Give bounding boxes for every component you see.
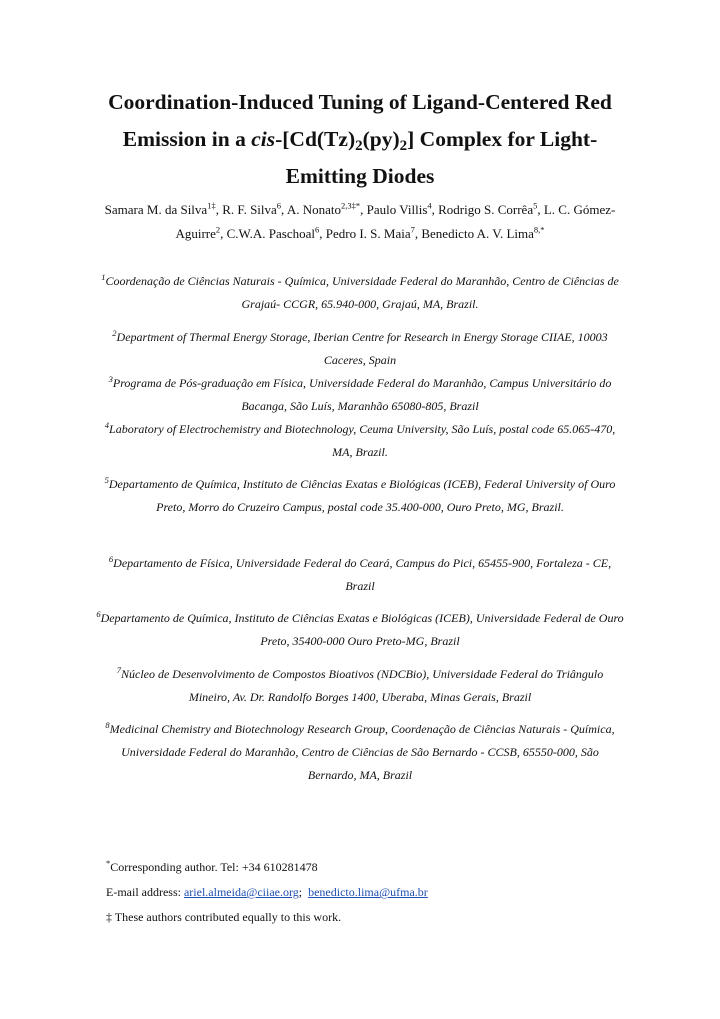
author-name: Pedro I. S. Maia	[325, 226, 411, 241]
title-part-2: -[Cd(Tz)	[275, 127, 356, 151]
affiliation-number: 4	[104, 420, 110, 430]
affiliation-number: 6	[96, 609, 101, 619]
affiliation-number: 3	[108, 374, 113, 384]
paper-title	[90, 84, 630, 195]
affiliation-text: Programa de Pós-graduação em Física, Universidade Federal do Maranhão, Campus Universitário do Bacanga, São Luís, Maranhão 65080-805, Brazil	[112, 376, 612, 413]
email-label: E-mail address:	[106, 885, 184, 899]
author: L. C. Gómez-Aguirre$^2$,	[175, 202, 616, 241]
author: C.W.A. Paschoal$^6$,	[226, 224, 326, 241]
author-affiliation-mark: 1‡	[207, 200, 216, 211]
affiliation	[96, 663, 624, 709]
author: Paulo Villis$^4$,	[366, 200, 439, 217]
author-affiliation-mark: 7	[410, 224, 415, 235]
author-affiliation-mark: 2	[215, 224, 221, 235]
affiliation-text: Department of Thermal Energy Storage, Iberian Centre for Research in Energy Storage CIIAE, 10003 Caceres, Spain	[116, 330, 608, 367]
author-affiliation-mark: 8,*	[533, 224, 545, 235]
author-name: Rodrigo S. Corrêa	[438, 202, 534, 217]
email-link-ariel[interactable]: ariel.almeida@ciiae.org	[183, 885, 299, 899]
author-name: R. F. Silva	[222, 202, 277, 217]
title-subscript-1: 2	[355, 138, 363, 154]
email-separator: ;	[298, 885, 309, 899]
affiliation-number: 7	[116, 665, 121, 675]
affiliation-text: Departamento de Química, Instituto de Ciências Exatas e Biológicas (ICEB), Universidade Federal de Ouro Preto, 35400-000 Ouro Preto-MG, Brazil	[100, 611, 624, 648]
affiliation	[96, 372, 624, 418]
author-affiliation-mark: 2,3‡*	[341, 200, 361, 211]
author-affiliation-mark: 5	[533, 200, 538, 211]
affiliation-number: 2	[112, 328, 117, 338]
author: Rodrigo S. Corrêa$^5$,	[438, 200, 544, 217]
author: R. F. Silva$^6$,	[222, 200, 287, 217]
affiliation	[96, 552, 624, 598]
affiliation	[96, 607, 624, 653]
title-part-1: Coordination-Induced Tuning of Ligand-Centered Red Emission in a	[108, 90, 612, 151]
affiliation-number: 6	[108, 554, 114, 564]
affiliation-text: Coordenação de Ciências Naturais - Química, Universidade Federal do Maranhão, Centro de Ciências de Grajaú- CCGR, 65.940-000, Grajaú, MA, Brazil.	[105, 274, 619, 311]
affiliation-text: Departamento de Química, Instituto de Ciências Exatas e Biológicas (ICEB), Federal University of Ouro Preto, Morro do Cruzeiro Campus, postal code 35.400-000, Ouro Preto, MG, Brazil.	[108, 477, 616, 514]
title-cis: cis	[251, 127, 276, 151]
author-name: L. C. Gómez-Aguirre	[175, 202, 616, 241]
author-name: Samara M. da Silva	[104, 202, 208, 217]
author: A. Nonato$^{2,3\ddagger*}$,	[286, 200, 367, 217]
author-name: Benedicto A. V. Lima	[421, 226, 534, 241]
author-affiliation-mark: 6	[315, 224, 320, 235]
affiliation	[96, 473, 624, 519]
email-line	[106, 883, 626, 901]
affiliation-number: 8	[105, 720, 110, 730]
affiliation-text: Laboratory of Electrochemistry and Biotechnology, Ceuma University, São Luís, postal code 65.065-470, MA, Brazil.	[109, 422, 616, 459]
author-name: Paulo Villis	[366, 202, 428, 217]
author-name: C.W.A. Paschoal	[226, 226, 315, 241]
affiliation	[96, 326, 624, 372]
corresponding-text: Corresponding author. Tel: +34 610281478	[110, 860, 318, 874]
equal-contribution-note: ‡ These authors contributed equally to this work.	[106, 910, 342, 924]
author-affiliation-mark: 4	[427, 200, 432, 211]
author-list	[96, 198, 624, 246]
affiliation	[96, 270, 624, 316]
author-affiliation-mark: 6	[276, 200, 282, 211]
affiliation	[96, 418, 624, 464]
author	[421, 226, 544, 241]
affiliation-number: 1	[101, 272, 106, 282]
title-part-3: (py)	[362, 127, 400, 151]
author-name: A. Nonato	[286, 202, 342, 217]
title-part-4: ] Complex for Light-Emitting Diodes	[285, 127, 598, 188]
affiliation	[96, 718, 624, 787]
author: Pedro I. S. Maia$^7$,	[325, 224, 422, 241]
corresponding-author-note	[106, 858, 626, 876]
email-link-benedicto[interactable]: benedicto.lima@ufma.br	[308, 885, 428, 899]
affiliation-text: Medicinal Chemistry and Biotechnology Research Group, Coordenação de Ciências Naturais - Química, Universidade Federal do Maranhão, Centro de Ciências de São Bernardo - CCSB, 65550-000, São Bernardo, MA, Brazil	[109, 722, 615, 782]
affiliation-text: Núcleo de Desenvolvimento de Compostos Bioativos (NDCBio), Universidade Federal do Triângulo Mineiro, Av. Dr. Randolfo Borges 1400, Uberaba, Minas Gerais, Brazil	[120, 667, 604, 704]
author: Samara M. da Silva$^{1\ddagger}$,	[104, 200, 223, 217]
corresponding-mark: *	[106, 858, 111, 868]
title-subscript-2: 2	[399, 138, 408, 154]
affiliation-number: 5	[104, 475, 109, 485]
affiliation-text: Departamento de Física, Universidade Federal do Ceará, Campus do Pici, 65455-900, Fortaleza - CE, Brazil	[113, 556, 612, 593]
